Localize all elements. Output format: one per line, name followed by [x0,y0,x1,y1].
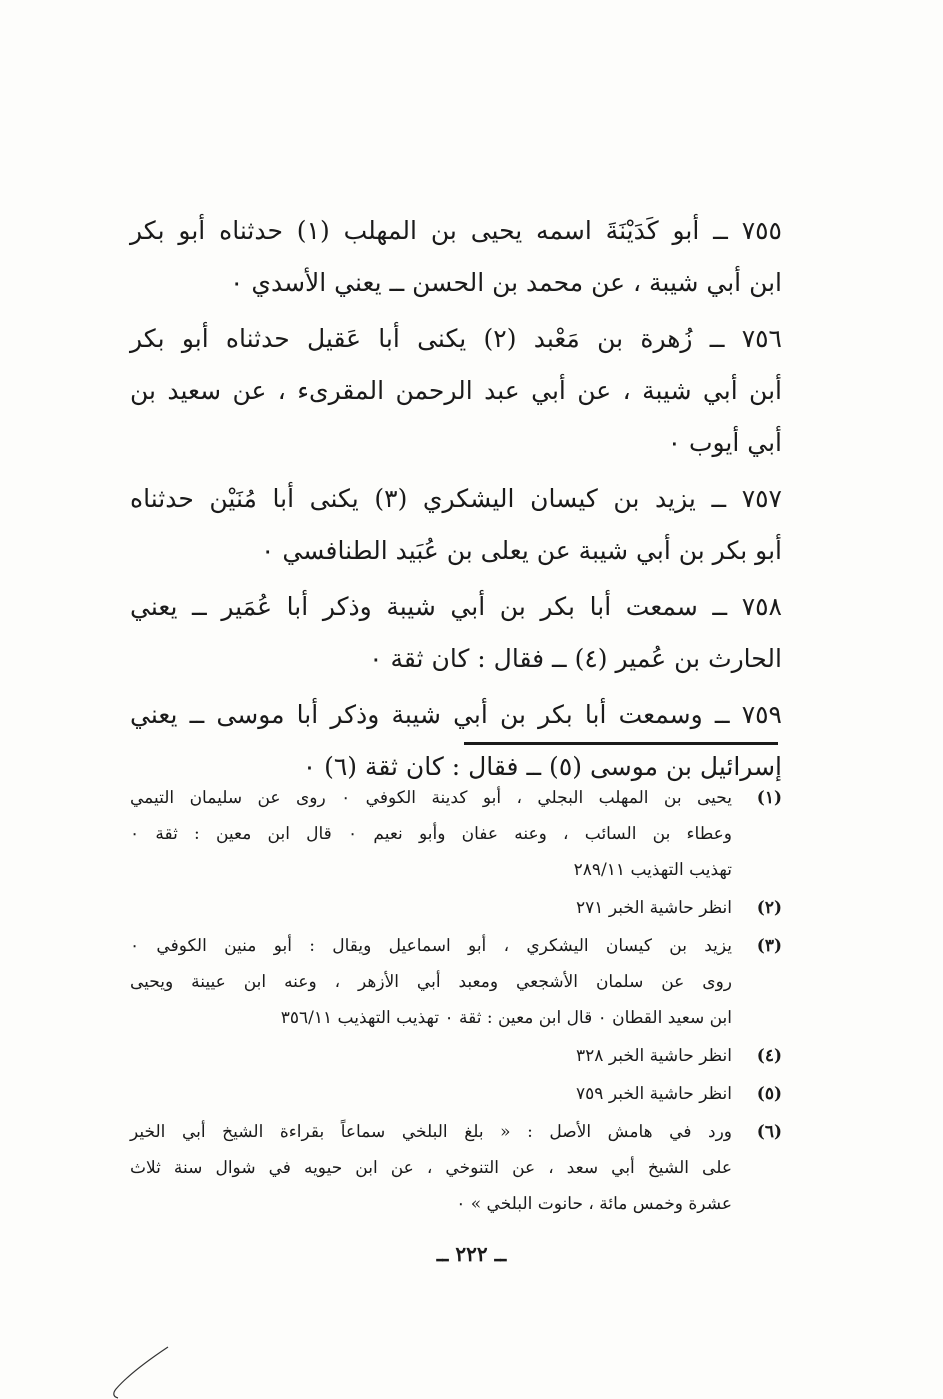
footnote-body [130,928,732,1036]
entry-line: أبو بكر بن أبي شيبة عن يعلى بن عُبَيد الطنافسي ٠ [261,536,782,565]
footnotes [130,780,782,1224]
footnote-number: (٦) [756,1122,782,1142]
footnote-body [130,1076,732,1112]
footnote-4 [130,1038,782,1074]
entry-759 [130,689,782,793]
entry-758 [130,581,782,685]
footnote-line: على الشيخ أبي سعد ، عن التنوخي ، عن ابن حيويه في شوال سنة ثلاث [130,1158,732,1178]
footnote-line: تهذيب التهذيب ٢٨٩/١١ [573,860,732,880]
footnote-line: يحيى بن المهلب البجلي ، أبو كدينة الكوفي ٠ روى عن سليمان التيمي [130,788,732,808]
footnote-line: ورد في هامش الأصل : « بلغ البلخي سماعاً بقراءة الشيخ أبي الخير [130,1122,732,1142]
footnote-line: روى عن سلمان الأشجعي ومعبد أبي الأزهر ، وعنه ابن عيينة ويحيى [130,972,732,992]
entry-line: ٧٥٥ ــ أبو كَدَيْنَةَ اسمه يحيى بن المهلب (١) حدثناه أبو بكر [130,216,782,245]
pen-mark-icon [110,1345,170,1399]
footnote-body [130,1038,732,1074]
entry-757 [130,473,782,577]
footnote-body [130,780,732,888]
entry-line: ٧٥٧ ــ يزيد بن كيسان اليشكري (٣) يكنى أبا مُنَيْن حدثناه [130,484,782,513]
footnote-body [130,1114,732,1222]
entry-line: ٧٥٨ ــ سمعت أبا بكر بن أبي شيبة وذكر أبا عُمَير ــ يعني [130,592,782,621]
footnote-number: (٣) [756,936,782,956]
footnote-2 [130,890,782,926]
footnote-number: (٤) [756,1046,782,1066]
footnote-line: ابن سعيد القطان ٠ قال ابن معين : ثقة ٠ تهذيب التهذيب ٣٥٦/١١ [280,1008,732,1028]
footnote-line: انظر حاشية الخبر ٣٢٨ [576,1046,732,1066]
entry-line: ابن أبي شيبة ، عن محمد بن الحسن ــ يعني الأسدي ٠ [230,268,782,297]
footnote-line: انظر حاشية الخبر ٢٧١ [576,898,732,918]
footnote-number: (٥) [756,1084,782,1104]
footnote-1 [130,780,782,888]
footnote-number: (٢) [756,898,782,918]
footnote-line: انظر حاشية الخبر ٧٥٩ [576,1084,732,1104]
footnote-3 [130,928,782,1036]
entry-line: إسرائيل بن موسى (٥) ــ فقال : كان ثقة (٦) ٠ [302,752,782,781]
footnote-line: وعطاء بن السائب ، وعنه عفان وأبو نعيم ٠ قال ابن معين : ثقة ٠ [130,824,732,844]
entry-line: ٧٥٩ ــ وسمعت أبا بكر بن أبي شيبة وذكر أبا موسى ــ يعني [130,700,782,729]
footnote-number: (١) [756,788,782,808]
footnote-5 [130,1076,782,1112]
page-number: ــ ٢٢٢ ــ [436,1242,507,1266]
footnote-line: عشرة وخمس مائة ، حانوت البلخي » ٠ [456,1194,732,1214]
footnote-line: يزيد بن كيسان اليشكري ، أبو اسماعيل ويقال : أبو منين الكوفي ٠ [130,936,732,956]
main-text [130,205,782,797]
footnote-body [130,890,732,926]
entry-line: ٧٥٦ ــ زُهرة بن مَعْبد (٢) يكنى أبا عَقيل حدثناه أبو بكر [130,324,782,353]
entry-756 [130,313,782,469]
entry-line: أبن أبي شيبة ، عن أبي عبد الرحمن المقرىء ، عن سعيد بن أبي أيوب ٠ [130,376,782,457]
footnote-separator [464,742,778,745]
entry-755 [130,205,782,309]
entry-line: الحارث بن عُمير (٤) ــ فقال : كان ثقة ٠ [369,644,782,673]
footnote-6 [130,1114,782,1222]
